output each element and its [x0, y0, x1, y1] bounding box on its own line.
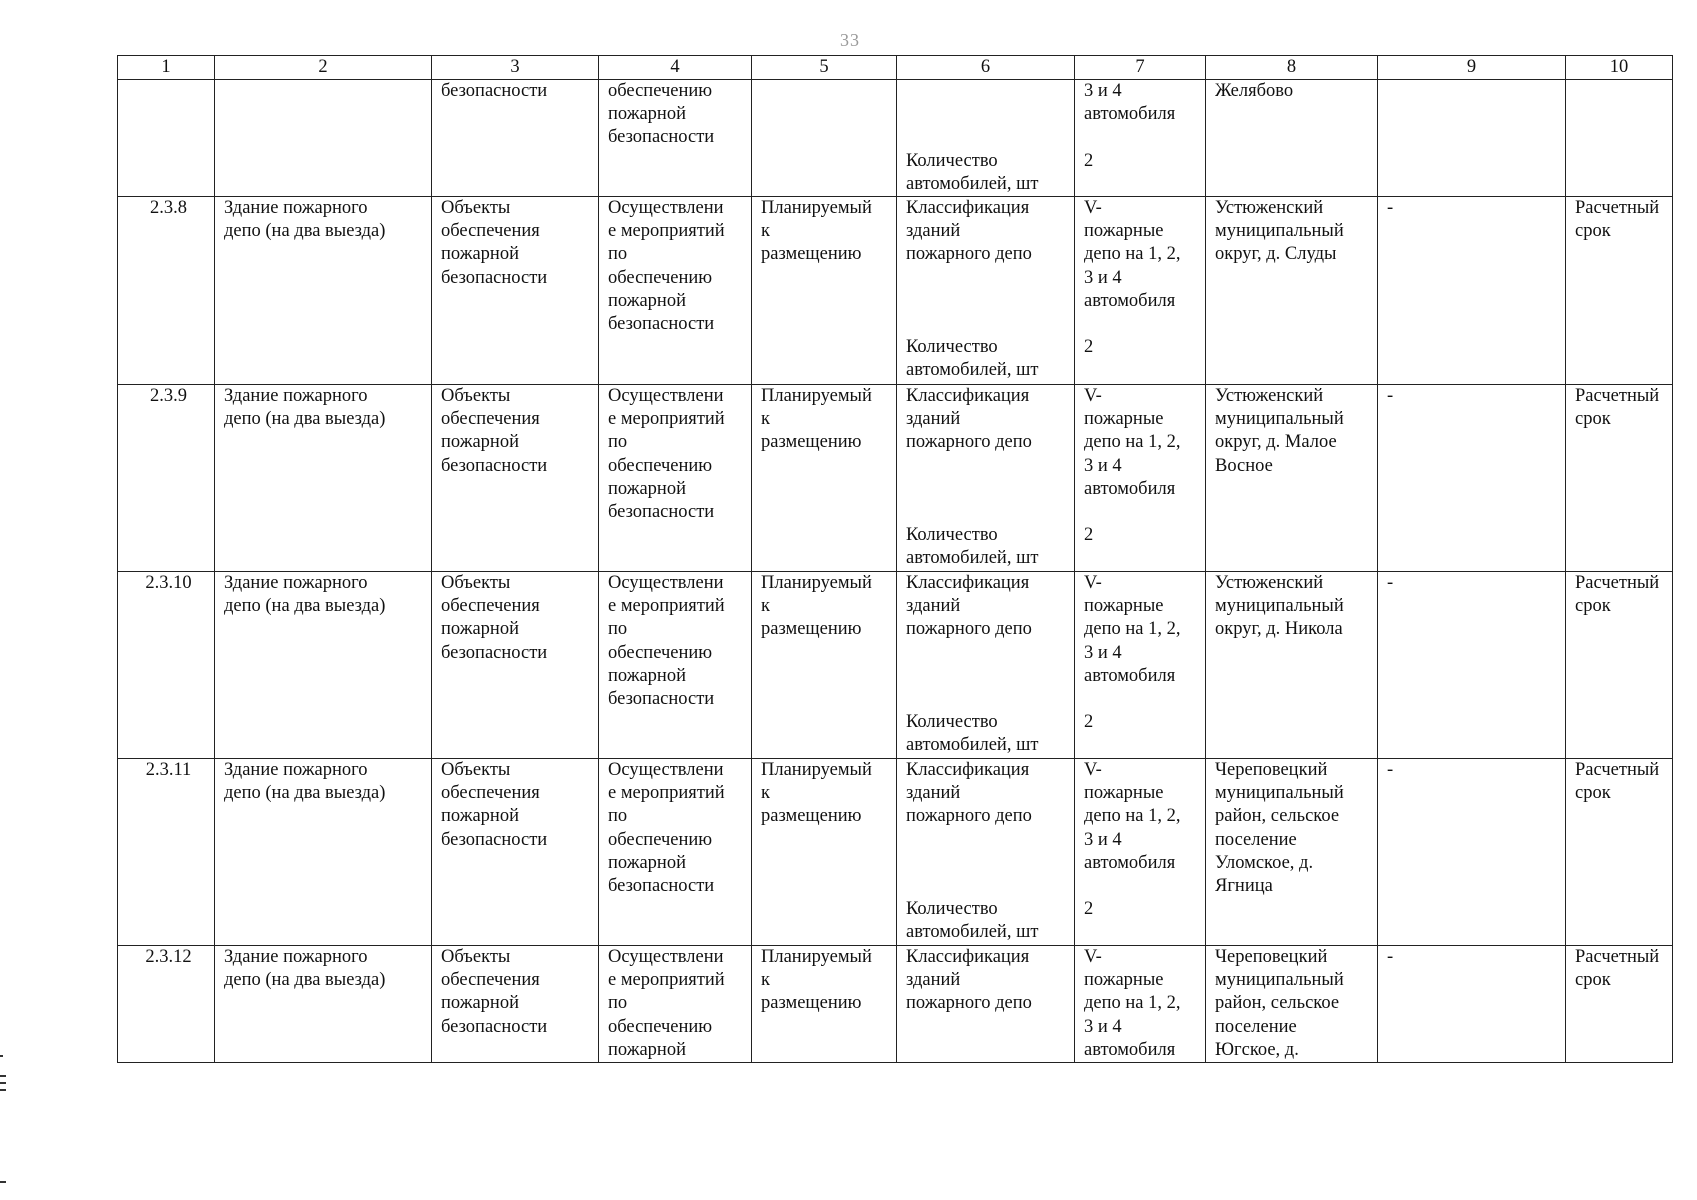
object-purpose: Осуществлени е мероприятий по обеспечению пожарной безопасности [599, 385, 752, 572]
implementation-term: Расчетный срок [1566, 385, 1673, 572]
object-status [752, 80, 897, 197]
characteristic-value: V- пожарные депо на 1, 2, 3 и 4 автомобиля [1075, 946, 1206, 1063]
page-number: 33 [840, 30, 860, 50]
quantity-label: Количество автомобилей, шт [906, 525, 1039, 569]
object-location: Череповецкий муниципальный район, сельское поселение Уломское, д. Ягница [1206, 759, 1378, 946]
object-status: Планируемый к размещению [752, 385, 897, 572]
characteristic-value: V- пожарные депо на 1, 2, 3 и 4 автомобиля [1084, 386, 1181, 499]
column-header: 2 [215, 56, 432, 80]
column-header: 7 [1075, 56, 1206, 80]
implementation-term [1566, 80, 1673, 197]
table-row [118, 197, 1673, 385]
characteristic-value: V- пожарные депо на 1, 2, 3 и 4 автомобиля [1084, 760, 1181, 873]
object-location: Устюженский муниципальный округ, д. Никола [1206, 572, 1378, 759]
column-header: 4 [599, 56, 752, 80]
characteristic-cell [897, 80, 1075, 197]
header-row [118, 56, 1673, 80]
row-number: 2.3.9 [118, 385, 215, 572]
characteristic-cell [897, 385, 1075, 572]
row-number: 2.3.8 [118, 197, 215, 385]
implementation-term: Расчетный срок [1566, 759, 1673, 946]
quantity-label: Количество автомобилей, шт [906, 712, 1039, 756]
column-header: 9 [1378, 56, 1566, 80]
quantity-value: 2 [1084, 899, 1094, 920]
characteristic-cell [897, 197, 1075, 385]
object-purpose: Осуществлени е мероприятий по обеспечению пожарной безопасности [599, 759, 752, 946]
value-cell [1075, 197, 1206, 385]
table-row [118, 385, 1673, 572]
column-header: 1 [118, 56, 215, 80]
implementation-term: Расчетный срок [1566, 197, 1673, 385]
value-cell [1075, 80, 1206, 197]
row-number [118, 80, 215, 197]
column-header: 3 [432, 56, 599, 80]
quantity-label: Количество автомобилей, шт [906, 337, 1039, 381]
table-row [118, 946, 1673, 1063]
table-row [118, 572, 1673, 759]
quantity-value: 2 [1084, 712, 1094, 733]
row-number: 2.3.12 [118, 946, 215, 1063]
object-status: Планируемый к размещению [752, 572, 897, 759]
quantity-value: 2 [1084, 525, 1094, 546]
object-category: Объекты обеспечения пожарной безопасности [432, 759, 599, 946]
object-location: Желябово [1206, 80, 1378, 197]
characteristic-name: Классификация зданий пожарного депо [906, 573, 1032, 640]
functional-zone: - [1378, 572, 1566, 759]
column-header: 10 [1566, 56, 1673, 80]
object-status: Планируемый к размещению [752, 946, 897, 1063]
object-purpose: обеспечению пожарной безопасности [599, 80, 752, 197]
column-header: 5 [752, 56, 897, 80]
object-category: Объекты обеспечения пожарной безопасности [432, 197, 599, 385]
object-location: Устюженский муниципальный округ, д. Малое Восное [1206, 385, 1378, 572]
object-location: Устюженский муниципальный округ, д. Слуды [1206, 197, 1378, 385]
facilities-table [117, 55, 1673, 1063]
object-category: безопасности [432, 80, 599, 197]
object-location: Череповецкий муниципальный район, сельское поселение Югское, д. [1206, 946, 1378, 1063]
object-name: Здание пожарного депо (на два выезда) [215, 197, 432, 385]
implementation-term: Расчетный срок [1566, 946, 1673, 1063]
row-number: 2.3.11 [118, 759, 215, 946]
characteristic-value: V- пожарные депо на 1, 2, 3 и 4 автомобиля [1084, 573, 1181, 686]
object-category: Объекты обеспечения пожарной безопасности [432, 572, 599, 759]
object-status: Планируемый к размещению [752, 759, 897, 946]
object-purpose: Осуществлени е мероприятий по обеспечению пожарной безопасности [599, 197, 752, 385]
characteristic-name: Классификация зданий пожарного депо [906, 760, 1032, 827]
value-cell [1075, 759, 1206, 946]
column-header: 6 [897, 56, 1075, 80]
object-name: Здание пожарного депо (на два выезда) [215, 572, 432, 759]
characteristic-name: Классификация зданий пожарного депо [897, 946, 1075, 1063]
value-cell [1075, 572, 1206, 759]
row-number: 2.3.10 [118, 572, 215, 759]
characteristic-name: Классификация зданий пожарного депо [906, 386, 1032, 453]
implementation-term: Расчетный срок [1566, 572, 1673, 759]
object-name: Здание пожарного депо (на два выезда) [215, 946, 432, 1063]
object-name: Здание пожарного депо (на два выезда) [215, 385, 432, 572]
object-category: Объекты обеспечения пожарной безопасности [432, 385, 599, 572]
functional-zone: - [1378, 197, 1566, 385]
margin-marks [0, 1055, 8, 1188]
object-purpose: Осуществлени е мероприятий по обеспечению пожарной безопасности [599, 572, 752, 759]
functional-zone: - [1378, 759, 1566, 946]
functional-zone [1378, 80, 1566, 197]
characteristic-cell [897, 759, 1075, 946]
table-row [118, 759, 1673, 946]
object-name [215, 80, 432, 197]
object-category: Объекты обеспечения пожарной безопасности [432, 946, 599, 1063]
quantity-value: 2 [1084, 337, 1094, 358]
table-row [118, 80, 1673, 197]
characteristic-cell [897, 572, 1075, 759]
functional-zone: - [1378, 946, 1566, 1063]
characteristic-name: Классификация зданий пожарного депо [906, 198, 1032, 265]
characteristic-value: V- пожарные депо на 1, 2, 3 и 4 автомобиля [1084, 198, 1181, 311]
column-header: 8 [1206, 56, 1378, 80]
object-name: Здание пожарного депо (на два выезда) [215, 759, 432, 946]
quantity-value: 2 [1084, 150, 1094, 171]
functional-zone: - [1378, 385, 1566, 572]
object-purpose: Осуществлени е мероприятий по обеспечению пожарной [599, 946, 752, 1063]
object-status: Планируемый к размещению [752, 197, 897, 385]
value-cell [1075, 385, 1206, 572]
quantity-label: Количество автомобилей, шт [906, 150, 1039, 194]
quantity-label: Количество автомобилей, шт [906, 899, 1039, 943]
characteristic-value: 3 и 4 автомобиля [1084, 81, 1176, 125]
